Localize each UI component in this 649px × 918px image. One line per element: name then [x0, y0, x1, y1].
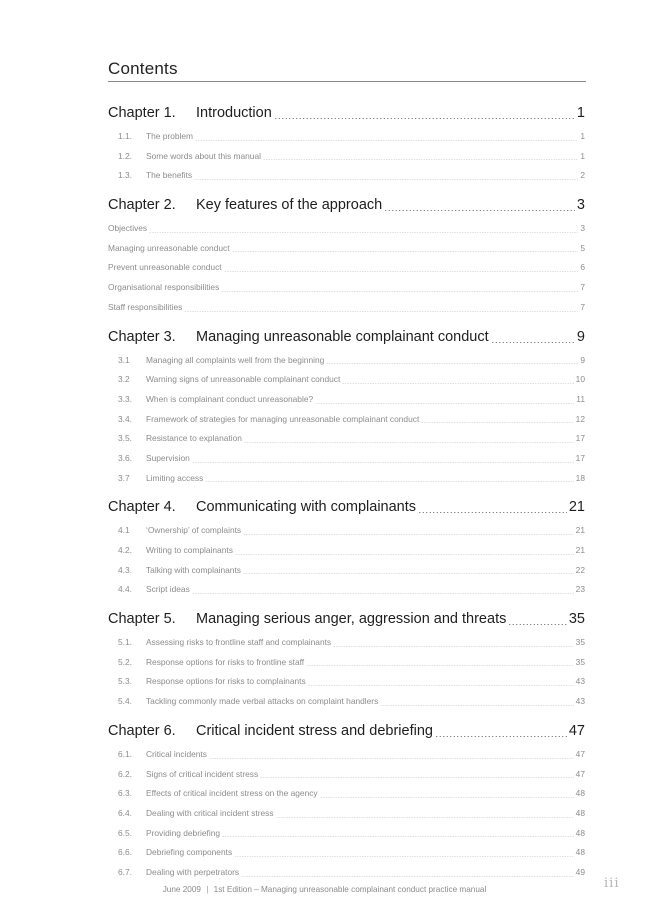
toc-section-entry[interactable] — [108, 765, 585, 785]
footer-date: June 2009 — [162, 885, 201, 894]
section-page-number: 11 — [576, 393, 585, 404]
section-page-number: 18 — [575, 472, 585, 483]
section-title: Dealing with perpetrators — [146, 866, 240, 877]
section-page-number: 49 — [575, 866, 585, 877]
section-title: Talking with complainants — [146, 564, 241, 575]
toc-section-entry[interactable] — [108, 410, 585, 430]
section-page-number: 43 — [575, 696, 585, 707]
section-number: 3.2 — [118, 374, 130, 385]
section-number: 3.3. — [118, 393, 132, 404]
section-title: The benefits — [146, 170, 193, 181]
dot-leader — [418, 512, 567, 513]
toc-section-entry[interactable] — [108, 469, 585, 489]
toc-chapter — [108, 605, 585, 717]
toc-section-entry[interactable] — [108, 653, 585, 673]
toc-section-entry[interactable] — [108, 541, 585, 561]
toc-section-entry[interactable] — [108, 278, 585, 298]
dot-leader — [221, 291, 578, 292]
section-page-number: 48 — [575, 807, 585, 818]
section-page-number: 7 — [580, 282, 585, 293]
section-title: Supervision — [146, 452, 190, 463]
dot-leader — [306, 665, 574, 666]
section-title: Script ideas — [146, 584, 190, 595]
dot-leader — [241, 876, 574, 877]
dot-leader — [222, 836, 574, 837]
dot-leader — [243, 534, 574, 535]
dot-leader — [384, 210, 575, 211]
dot-leader — [232, 251, 579, 252]
section-title: Some words about this manual — [146, 150, 261, 161]
section-title: Staff responsibilities — [108, 301, 183, 312]
section-page-number: 17 — [575, 433, 585, 444]
dot-leader — [333, 646, 574, 647]
section-number: 6.6. — [118, 847, 132, 858]
dot-leader — [192, 593, 574, 594]
chapter-title: Critical incident stress and debriefing — [196, 722, 433, 739]
chapter-page-number: 47 — [568, 722, 585, 739]
section-page-number: 21 — [575, 525, 585, 536]
section-number: 6.1. — [118, 748, 132, 759]
toc-section-entry[interactable] — [108, 843, 585, 863]
section-page-number: 35 — [575, 656, 585, 667]
toc-chapter — [108, 191, 585, 322]
toc-section-entry[interactable] — [108, 239, 585, 259]
toc-section-entry[interactable] — [108, 672, 585, 692]
toc-section-entry[interactable] — [108, 784, 585, 804]
dot-leader — [421, 422, 573, 423]
section-number: 1.3. — [118, 170, 132, 181]
toc-section-entry[interactable] — [108, 561, 585, 581]
table-of-contents — [108, 99, 585, 883]
section-number: 5.3. — [118, 676, 132, 687]
section-page-number: 48 — [575, 788, 585, 799]
section-page-number: 6 — [580, 262, 585, 273]
section-page-number: 7 — [580, 301, 585, 312]
toc-section-entry[interactable] — [108, 692, 585, 712]
section-number: 3.6. — [118, 452, 132, 463]
dot-leader — [315, 403, 574, 404]
dot-leader — [380, 705, 573, 706]
section-title: The problem — [146, 131, 194, 141]
dot-leader — [276, 817, 574, 818]
dot-leader — [508, 624, 567, 625]
dot-leader — [149, 232, 578, 233]
dot-leader — [435, 736, 567, 737]
section-page-number: 1 — [580, 150, 585, 161]
dot-leader — [263, 159, 578, 160]
chapter-number: Chapter 5. — [108, 611, 176, 628]
page-title: Contents — [108, 59, 178, 78]
dot-leader — [326, 363, 578, 364]
section-number: 4.1 — [118, 525, 130, 536]
toc-chapter-entry[interactable] — [108, 717, 585, 745]
toc-chapter — [108, 323, 585, 494]
section-page-number: 48 — [575, 827, 585, 838]
toc-section-entry[interactable] — [108, 147, 585, 167]
toc-section-entry[interactable] — [108, 580, 585, 600]
toc-chapter — [108, 717, 585, 883]
section-title: When is complainant conduct unreasonable? — [146, 393, 314, 404]
dot-leader — [194, 179, 578, 180]
dot-leader — [205, 481, 573, 482]
section-number: 6.2. — [118, 768, 132, 779]
section-page-number: 47 — [575, 768, 585, 779]
section-number: 6.7. — [118, 866, 132, 877]
section-title: Prevent unreasonable conduct — [108, 262, 222, 273]
section-title: Providing debriefing — [146, 827, 221, 838]
toc-section-entry[interactable] — [108, 824, 585, 844]
title-divider — [108, 81, 586, 82]
dot-leader — [209, 758, 574, 759]
dot-leader — [234, 856, 574, 857]
toc-section-entry[interactable] — [108, 219, 585, 239]
section-title: Framework of strategies for managing unreasonable complainant conduct — [146, 413, 420, 424]
section-title: Managing all complaints well from the beginning — [146, 354, 325, 365]
section-page-number: 17 — [575, 452, 585, 463]
section-title: Writing to complainants — [146, 545, 233, 555]
toc-chapter-entry[interactable] — [108, 191, 585, 219]
dot-leader — [224, 271, 579, 272]
dot-leader — [195, 140, 578, 141]
dot-leader — [320, 797, 574, 798]
section-page-number: 21 — [575, 545, 585, 555]
section-title: Critical incidents — [146, 748, 207, 759]
chapter-page-number: 21 — [568, 499, 585, 516]
chapter-number: Chapter 4. — [108, 499, 176, 516]
section-title: Response options for risks to complainants — [146, 676, 306, 687]
section-title: ‘Ownership’ of complaints — [146, 525, 242, 536]
chapter-page-number: 35 — [568, 611, 585, 628]
toc-chapter — [108, 493, 585, 605]
section-number: 1.2. — [118, 150, 132, 161]
chapter-title: Key features of the approach — [196, 197, 383, 214]
chapter-page-number: 9 — [576, 328, 585, 345]
section-page-number: 23 — [575, 584, 585, 595]
section-page-number: 1 — [580, 131, 585, 141]
section-number: 3.1 — [118, 354, 130, 365]
toc-section-entry[interactable] — [108, 745, 585, 765]
chapter-number: Chapter 6. — [108, 722, 176, 739]
toc-section-entry[interactable] — [108, 863, 585, 883]
section-title: Debriefing components — [146, 847, 233, 858]
section-number: 6.4. — [118, 807, 132, 818]
section-title: Assessing risks to frontline staff and complainants — [146, 637, 332, 648]
section-title: Managing unreasonable conduct — [108, 242, 230, 253]
dot-leader — [260, 777, 573, 778]
dot-leader — [244, 442, 574, 443]
section-number: 3.4. — [118, 413, 132, 424]
chapter-title: Managing unreasonable complainant conduct — [196, 328, 489, 345]
section-title: Effects of critical incident stress on the agency — [146, 788, 318, 799]
dot-leader — [342, 383, 573, 384]
section-number: 5.4. — [118, 696, 132, 707]
section-title: Signs of critical incident stress — [146, 768, 259, 779]
dot-leader — [491, 342, 575, 343]
chapter-page-number: 1 — [576, 105, 585, 121]
section-number: 6.3. — [118, 788, 132, 799]
section-title: Organisational responsibilities — [108, 282, 220, 293]
section-page-number: 47 — [575, 748, 585, 759]
chapter-number: Chapter 2. — [108, 197, 176, 214]
toc-section-entry[interactable] — [108, 258, 585, 278]
dot-leader — [308, 685, 574, 686]
dot-leader — [243, 573, 574, 574]
footer-separator: | — [206, 885, 209, 894]
section-number: 3.7 — [118, 472, 130, 483]
section-page-number: 3 — [580, 223, 585, 234]
section-title: Objectives — [108, 223, 148, 234]
section-number: 5.1. — [118, 637, 132, 648]
dot-leader — [274, 118, 575, 119]
toc-chapter-entry[interactable] — [108, 605, 585, 633]
toc-chapter-entry[interactable] — [108, 493, 585, 521]
toc-section-entry[interactable] — [108, 166, 585, 186]
section-title: Response options for risks to frontline staff — [146, 656, 305, 667]
section-number: 4.2. — [118, 545, 132, 555]
section-number: 6.5. — [118, 827, 132, 838]
section-number: 4.3. — [118, 564, 132, 575]
chapter-title: Managing serious anger, aggression and threats — [196, 611, 507, 628]
chapter-title: Introduction — [196, 105, 272, 121]
section-page-number: 5 — [580, 242, 585, 253]
toc-section-entry[interactable] — [108, 351, 585, 371]
toc-section-entry[interactable] — [108, 390, 585, 410]
section-number: 4.4. — [118, 584, 132, 595]
section-page-number: 48 — [575, 847, 585, 858]
toc-chapter — [108, 99, 585, 191]
section-page-number: 12 — [575, 413, 585, 424]
dot-leader — [192, 462, 574, 463]
section-number: 1.1. — [118, 131, 132, 141]
chapter-number: Chapter 3. — [108, 328, 176, 345]
section-title: Dealing with critical incident stress — [146, 807, 274, 818]
dot-leader — [235, 554, 574, 555]
section-page-number: 10 — [575, 374, 585, 385]
toc-section-entry[interactable] — [108, 429, 585, 449]
toc-section-entry[interactable] — [108, 449, 585, 469]
toc-section-entry[interactable] — [108, 127, 585, 147]
toc-chapter-entry[interactable] — [108, 323, 585, 351]
toc-chapter-entry[interactable] — [108, 99, 585, 127]
toc-section-entry[interactable] — [108, 521, 585, 541]
toc-section-entry[interactable] — [108, 298, 585, 318]
toc-section-entry[interactable] — [108, 804, 585, 824]
footer-edition: 1st Edition – Managing unreasonable complainant conduct practice manual — [213, 885, 487, 894]
section-title: Resistance to explanation — [146, 433, 242, 444]
section-title: Limiting access — [146, 472, 204, 483]
section-page-number: 22 — [575, 564, 585, 575]
section-page-number: 35 — [575, 637, 585, 648]
toc-section-entry[interactable] — [108, 370, 585, 390]
section-number: 3.5. — [118, 433, 132, 444]
chapter-title: Communicating with complainants — [196, 499, 417, 516]
page-number: iii — [604, 876, 620, 891]
section-title: Warning signs of unreasonable complainant conduct — [146, 374, 341, 385]
chapter-page-number: 3 — [576, 197, 585, 214]
section-page-number: 9 — [580, 354, 585, 365]
section-title: Tackling commonly made verbal attacks on complaint handlers — [146, 696, 379, 707]
section-number: 5.2. — [118, 656, 132, 667]
dot-leader — [184, 311, 578, 312]
section-page-number: 2 — [580, 170, 585, 181]
toc-section-entry[interactable] — [108, 633, 585, 653]
section-page-number: 43 — [575, 676, 585, 687]
page-footer — [0, 885, 649, 894]
chapter-number: Chapter 1. — [108, 105, 176, 121]
